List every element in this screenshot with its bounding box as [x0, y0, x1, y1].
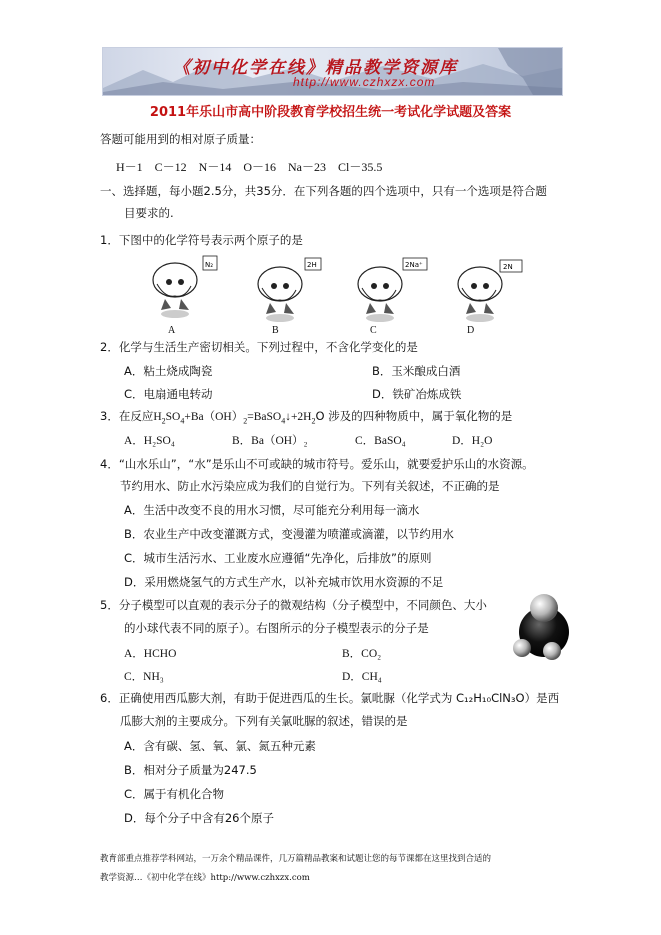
cartoon-figure-a: [153, 263, 197, 318]
q2-stem: 2．化学与生活生产密切相关。下列过程中，不含化学变化的是: [100, 340, 418, 354]
q2-option-c: C．电扇通电转动: [124, 387, 213, 401]
atomic-mass-intro: 答题可能用到的相对原子质量：: [100, 132, 261, 146]
atomic-mass-list: H－1 C－12 N－14 O－16 Na－23 Cl－35.5: [116, 160, 383, 174]
footer-line1: 教育部重点推荐学科网站，一万余个精品课件，几万篇精品教案和试题让您的每节课都在这里找到合适的: [100, 854, 492, 864]
cartoon-figure-c: [358, 267, 402, 322]
fig-label-d: D: [467, 325, 475, 336]
q4-option-b: B．农业生产中改变灌溉方式，变漫灌为喷灌或滴灌，以节约用水: [124, 527, 454, 541]
q3-stem: 3．在反应$H_2SO_4+Ba(OH)_2=BaSO_4↓+2H_2O$ 涉及的四种物质中，属于氧化物的是: [100, 409, 513, 426]
card-c-text: 2Na⁺: [405, 261, 423, 269]
card-b-text: 2H: [307, 261, 317, 269]
q3-option-d: D．H₂O: [452, 435, 493, 447]
q4-option-d: D．采用燃烧氢气的方式生产水，以补充城市饮用水资源的不足: [124, 575, 444, 589]
cartoon-figure-b: [258, 267, 302, 322]
fig-label-c: C: [370, 325, 377, 336]
fig-label-a: A: [168, 325, 176, 336]
q4-option-c: C．城市生活污水、工业废水应遵循“先净化，后排放”的原则: [124, 551, 432, 565]
section1-line1: 一、选择题，每小题2.5分，共35分．在下列各题的四个选项中，只有一个选项是符合题: [100, 184, 547, 198]
header-banner: [102, 47, 563, 96]
left-atom: [513, 639, 531, 657]
q5-option-d: D．CH₄: [342, 671, 382, 683]
q6-option-c: C．属于有机化合物: [124, 787, 225, 801]
footer-line2: 教学资源…《初中化学在线》http://www.czhxzx.com: [100, 873, 310, 883]
q6-line1: 6．正确使用西瓜膨大剂，有助于促进西瓜的生长。氯吡脲（化学式为 C₁₂H₁₀ClN₃O）是西: [100, 691, 560, 705]
q3-option-a: A．H₂SO₄: [124, 435, 175, 447]
card-d-text: 2N: [503, 263, 513, 271]
card-a-text: N₂: [205, 261, 214, 269]
banner-title: 《初中化学在线》精品教学资源库: [173, 58, 458, 78]
q4-option-a: A．生活中改变不良的用水习惯，尽可能充分利用每一滴水: [124, 503, 420, 517]
q5-line1: 5．分子模型可以直观的表示分子的微观结构（分子模型中，不同颜色、大小: [100, 598, 487, 612]
q5-option-b: B．CO₂: [342, 648, 382, 660]
q1-figure: [145, 254, 565, 334]
q5-option-a: A．HCHO: [124, 648, 177, 660]
banner-url[interactable]: http://www.czhxzx.com: [293, 75, 436, 89]
q5-line2: 的小球代表不同的原子）。右图所示的分子模型表示的分子是: [124, 621, 429, 635]
page-title: 2011年乐山市高中阶段教育学校招生统一考试化学试题及答案: [149, 105, 512, 120]
q2-option-a: A．粘土烧成陶瓷: [124, 364, 213, 378]
q6-option-a: A．含有碳、氢、氧、氯、氮五种元素: [124, 739, 316, 753]
right-atom: [543, 642, 561, 660]
q6-line2: 瓜膨大剂的主要成分。下列有关氯吡脲的叙述，错误的是: [120, 714, 408, 728]
q4-line1: 4．“山水乐山”，“水”是乐山不可或缺的城市符号。爱乐山，就要爱护乐山的水资源。: [100, 457, 534, 471]
q4-line2: 节约用水、防止水污染应成为我们的自觉行为。下列有关叙述，不正确的是: [120, 479, 500, 493]
section1-line2: 目要求的.: [124, 206, 174, 220]
q2-option-d: D．铁矿冶炼成铁: [372, 387, 462, 401]
molecule-model-image: [508, 590, 578, 662]
q6-option-d: D．每个分子中含有26个原子: [124, 811, 274, 825]
top-atom: [530, 594, 558, 622]
q3-option-b: B．Ba（OH）₂: [232, 435, 308, 447]
fig-label-b: B: [272, 325, 279, 336]
q3-option-c: C．BaSO₄: [355, 435, 406, 447]
q6-option-b: B．相对分子质量为247.5: [124, 763, 257, 777]
q5-option-c: C．NH₃: [124, 671, 164, 683]
q2-option-b: B．玉米酿成白酒: [372, 364, 461, 378]
cartoon-figure-d: [458, 267, 502, 322]
q1-stem: 1．下图中的化学符号表示两个原子的是: [100, 233, 303, 247]
